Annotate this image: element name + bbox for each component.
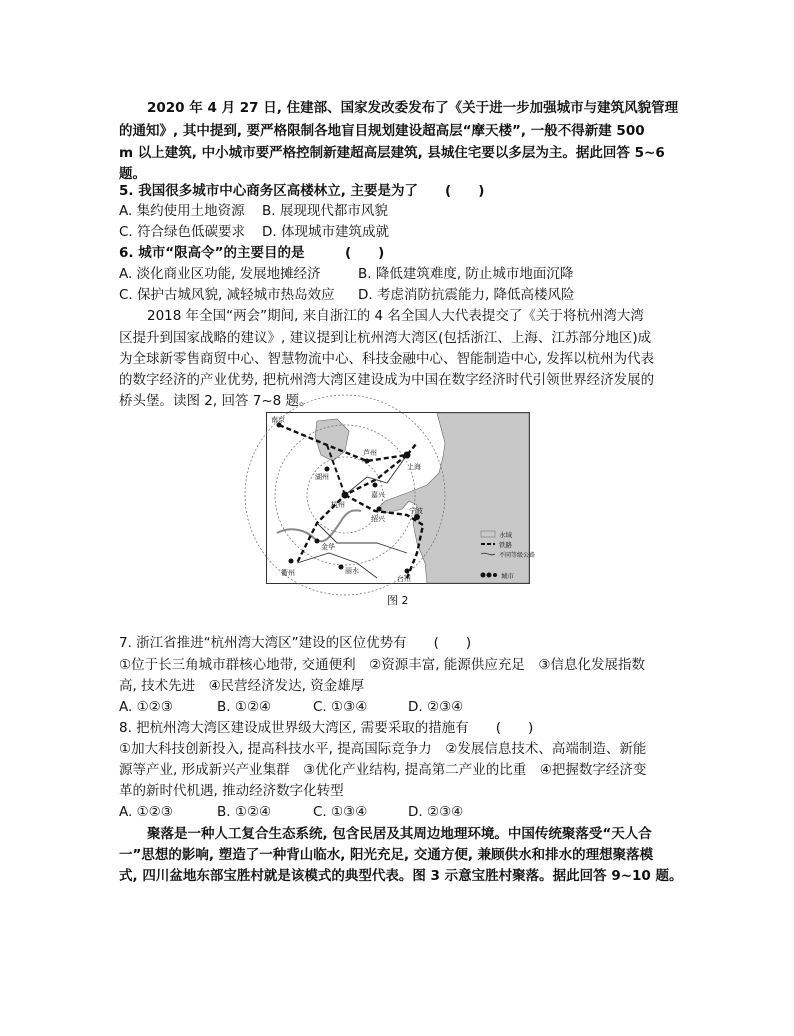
q5-option-b: B. 展现现代都市风貌 (262, 203, 388, 219)
passage-1-line: 2020 年 4 月 27 日, 住建部、国家发改委发布了《关于进一步加强城市与建筑风貌管理 (147, 100, 679, 116)
figure-caption: 图 2 (387, 594, 409, 607)
city-label: 嘉兴 (371, 491, 385, 499)
question-7-statement: 高, 技术先进 ④民营经济发达, 资金雄厚 (119, 678, 365, 694)
city-label: 南京 (271, 416, 285, 424)
q5-option-d: D. 体现城市建筑成就 (262, 224, 389, 240)
q6-option-c: C. 保护古城风貌, 减轻城市热岛效应 (119, 287, 335, 303)
question-8-stem: 8. 把杭州湾大湾区建设成世界级大湾区, 需要采取的措施有 ( ) (119, 720, 534, 736)
passage-2-line: 的数字经济的产业优势, 把杭州湾大湾区建设成为中国在数字经济时代引领世界经济发展的 (119, 372, 655, 388)
legend-city-dot (493, 573, 497, 577)
city-label: 绍兴 (371, 515, 385, 523)
passage-3-line: 式, 四川盆地东部宝胜村就是该模式的典型代表。图 3 示意宝胜村聚落。据此回答 9~10 题。 (119, 868, 683, 884)
q7-option-c: C. ①③④ (313, 699, 368, 715)
q7-option-a: A. ①②③ (119, 699, 173, 715)
legend-label: 水域 (499, 531, 512, 539)
city-dot (289, 559, 294, 564)
city-dot (339, 565, 344, 570)
q5-option-a: A. 集约使用土地资源 (119, 203, 245, 219)
legend-city-dot (487, 573, 492, 578)
question-7-stem: 7. 浙江省推进“杭州湾大湾区”建设的区位优势有 ( ) (119, 635, 472, 651)
passage-1-line: 的通知》, 其中提到, 要严格限制各地盲目规划建设超高层“摩天楼”, 一般不得新建 500 (119, 123, 645, 139)
question-5-stem: 5. 我国很多城市中心商务区高楼林立, 主要是为了 ( ) (119, 183, 485, 199)
question-8-statement: ①加大科技创新投入, 提高科技水平, 提高国际竞争力 ②发展信息技术、高端制造、新能 (119, 741, 647, 757)
city-dot (405, 569, 410, 574)
city-label: 金华 (321, 543, 335, 551)
passage-1-line: 题。 (119, 166, 146, 182)
q5-option-c: C. 符合绿色低碳要求 (119, 224, 246, 240)
q7-option-d: D. ②③④ (408, 699, 464, 715)
passage-3-line: 聚落是一种人工复合生态系统, 包含民居及其周边地理环境。中国传统聚落受“天人合 (147, 826, 652, 842)
legend-water-swatch (481, 531, 495, 537)
q8-option-d: D. ②③④ (408, 804, 464, 820)
legend-label: 城市 (501, 572, 514, 580)
passage-2-line: 桥头堡。读图 2, 回答 7~8 题。 (119, 393, 313, 409)
passage-2-line: 为全球新零售商贸中心、智慧物流中心、科技金融中心、智能制造中心, 发挥以杭州为代表 (119, 351, 655, 367)
q8-option-a: A. ①②③ (119, 804, 173, 820)
question-8-statement: 革的新时代机遇, 推动经济数字化转型 (119, 783, 344, 799)
map-svg (267, 413, 536, 583)
city-label: 丽水 (345, 567, 359, 575)
q6-option-a: A. 淡化商业区功能, 发展地摊经济 (119, 266, 321, 282)
passage-3-line: 一”思想的影响, 塑造了一种背山临水, 阳光充足, 交通方便, 兼顾供水和排水的理想聚落模 (119, 847, 654, 863)
q6-option-b: B. 降低建筑难度, 防止城市地面沉降 (358, 266, 574, 282)
q8-option-b: B. ①②④ (217, 804, 272, 820)
city-label: 台州 (397, 575, 411, 583)
river (277, 510, 361, 541)
question-8-statement: 源等产业, 形成新兴产业集群 ③优化产业结构, 提高第二产业的比重 ④把握数字经济变 (119, 762, 647, 778)
city-dot (342, 492, 349, 499)
city-label: 湖州 (315, 473, 329, 481)
question-6-stem: 6. 城市“限高令”的主要目的是 ( ) (119, 245, 385, 261)
highway (297, 553, 377, 578)
city-label: 衢州 (281, 569, 295, 577)
passage-1-line: m 以上建筑, 中小城市要严格控制新建超高层建筑, 县城住宅要以多层为主。据此回答 5~6 (119, 145, 665, 161)
legend-label: 不同等级公路 (499, 552, 536, 559)
city-dot (325, 467, 330, 472)
q6-option-d: D. 考虑消防抗震能力, 降低高楼风险 (358, 287, 575, 303)
city-label: 杭州 (331, 501, 345, 509)
q7-option-b: B. ①②④ (217, 699, 272, 715)
legend-city-dot (481, 573, 486, 578)
city-dot (404, 452, 411, 459)
city-dot (365, 459, 370, 464)
city-label: 上海 (407, 463, 421, 471)
passage-2-line: 区提升到国家战略的建议》, 建议提到让杭州湾大湾区(包括浙江、上海、江苏部分地区)成 (119, 330, 652, 346)
legend-label: 铁路 (499, 541, 512, 549)
city-label: 宁波 (409, 507, 423, 515)
passage-2-line: 2018 年全国“两会”期间, 来自浙江的 4 名全国人大代表提交了《关于将杭州湾大湾 (147, 308, 644, 324)
city-dot (377, 507, 382, 512)
q8-option-c: C. ①③④ (313, 804, 368, 820)
hangzhou-bay-map (266, 412, 536, 584)
city-dot (373, 483, 378, 488)
city-dot (315, 539, 320, 544)
question-7-statement: ①位于长三角城市群核心地带, 交通便利 ②资源丰富, 能源供应充足 ③信息化发展指数 (119, 657, 645, 673)
city-label: 芦州 (363, 449, 377, 457)
